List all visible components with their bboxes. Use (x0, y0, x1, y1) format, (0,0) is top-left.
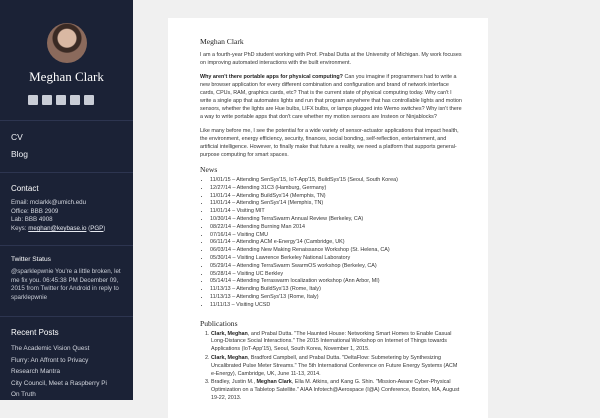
question-heading: Why aren't there portable apps for physical computing? (200, 74, 343, 80)
question-body: Can you imagine if programmers had to write a new browser application for every different combination and configuration and brand of network interface cards, CPUs, RAM, graphics cards, etc? That is the current state of physical computing today. Why can't I write a single app that automates lights and run that program anywhere that has controllable lights and motion sensors, whether the lights are Hue bulbs, LIFX bulbs, or lamps plugged into Wemo switches? Why isn't there a way to write portable apps that don't care whether my motion sensors are Insteon or Ninjablocks? (200, 74, 462, 120)
news-list (200, 177, 462, 310)
pub-citation: , Ella M. Atkins, and Kang G. Shin. "Mission-Aware Cyber-Physical Optimization on a Tabletop Satellite." AIAA Infotech@Aerospace (I@A) Conference, Boston, MA, August 19-22, 2013. (211, 379, 460, 401)
recent-post-link[interactable]: Research Mantra (11, 368, 61, 376)
pub-citation: , and Prabal Dutta. "The Haunted House: Networking Smart Homes to Enable Casual Long-Distance Social Interactions." The 2015 International Workshop on Internet of Things towards Applications (IoT-App'15), Seoul, South Korea, November 1, 2015. (211, 330, 452, 353)
pub-author: Clark, Meghan (211, 354, 248, 361)
twitter-icon[interactable] (28, 95, 38, 105)
recent-post-link[interactable]: The Academic Vision Quest (11, 345, 90, 352)
divider (0, 172, 133, 173)
recent-posts (11, 343, 131, 400)
avatar (47, 23, 87, 63)
news-item: • 06/11/14 – Attending ACM e-Energy'14 (Cambridge, UK) (210, 239, 462, 247)
intro-paragraph: I am a fourth-year PhD student working with Prof. Prabal Dutta at the University of Michigan. My work focuses on improving automated interactions with the built environment. (200, 52, 462, 66)
publication-item (211, 331, 462, 354)
github-icon[interactable] (70, 95, 80, 105)
pgp-link[interactable]: PGP (90, 225, 104, 233)
nav-blog-link[interactable]: Blog (11, 149, 29, 159)
content-body (200, 38, 462, 404)
tweet-text[interactable]: @sparklepwnie You're a little broken, let me fix you. 06:45:38 PM December 09, 2015 from Twitter for Android in reply to sparklepwnie (11, 268, 121, 302)
email-icon[interactable] (84, 95, 94, 105)
news-heading: News (200, 165, 218, 174)
contact-keys: Keys: meghan@keybase.io (PGP) (11, 225, 106, 233)
news-item: • 08/22/14 – Attending Burning Man 2014 (210, 224, 462, 232)
pub-coauthors: Bradley, Justin M., (211, 379, 257, 386)
news-item: • 11/01/14 – Visiting MIT (210, 208, 462, 216)
contact-lab: Lab: BBB 4908 (11, 216, 53, 224)
tumblr-icon[interactable] (42, 95, 52, 105)
publications-heading: Publications (200, 318, 238, 328)
nav-cv-link[interactable]: CV (11, 132, 23, 142)
publications-list (200, 331, 462, 403)
main-content (168, 18, 488, 418)
pub-author: Clark, Meghan (211, 330, 248, 337)
closing-paragraph: Like many before me, I see the potential for a wide variety of sensor-actuator applications that impact health, the environment, energy efficiency, security, finances, social bonding, self-reflection, entertainment, and artificial intelligence. However, to finally make that future a reality, we need a platform that supports general-purpose computing for smart spaces. (200, 128, 459, 158)
site-name[interactable]: Meghan Clark (29, 69, 104, 84)
keybase-link[interactable]: meghan@keybase.io (28, 225, 87, 233)
news-item: • 11/01/14 – Attending BuildSys'14 (Memphis, TN) (210, 193, 462, 201)
contact-office: Office: BBB 2909 (11, 207, 59, 215)
news-item: • 11/01/15 – Attending SenSys'15, IoT-App'15, BuildSys'15 (Seoul, South Korea) (210, 177, 462, 185)
news-item: • 11/13/13 – Attending SenSys'13 (Rome, Italy) (210, 294, 462, 302)
pub-citation: , Bradford Campbell, and Prabal Dutta. "DeltaFlow: Submetering by Synthesizing Uncalibrated Pulse Meter Streams." The 5th International Conference on Future Energy Systems (ACM e-Energy), Cambridge, UK, June 11-13, 2014. (211, 354, 458, 377)
news-item: • 05/28/14 – Visiting UC Berkley (210, 271, 462, 279)
news-item: • 11/11/13 – Visiting UCSD (210, 302, 462, 310)
contact-heading: Contact (11, 184, 39, 193)
sidebar (0, 0, 133, 400)
twitter-heading: Twitter Status (11, 256, 51, 263)
news-item: • 10/30/14 – Attending TerraSwarm Annual Review (Berkeley, CA) (210, 216, 462, 224)
news-item: • 05/30/14 – Visiting Lawrence Berkeley National Laboratory (210, 255, 462, 263)
keys-label: Keys: (11, 225, 29, 233)
news-item: • 12/27/14 – Attending 31C3 (Hamburg, Germany) (210, 185, 462, 193)
news-item: • 07/16/14 – Visiting CMU (210, 232, 462, 240)
contact-email: Email: mclarkk@umich.edu (11, 199, 87, 206)
question-paragraph (200, 73, 462, 121)
flickr-icon[interactable] (56, 95, 66, 105)
publication-item (211, 355, 462, 378)
news-item: • 05/29/14 – Attending TerraSwarm SwarmOS workshop (Berkeley, CA) (210, 263, 462, 271)
page-title: Meghan Clark (200, 37, 244, 46)
recent-post-link[interactable]: Flurry: An Affront to Privacy (11, 356, 89, 364)
publication-item (211, 379, 462, 402)
news-item: • 11/01/14 – Attending SenSys'14 (Memphis, TN) (210, 200, 462, 208)
divider (0, 245, 133, 246)
recent-post-link[interactable]: On Truth (11, 391, 36, 399)
contact-info (11, 199, 129, 234)
divider (0, 316, 133, 317)
recent-post-link[interactable]: City Council, Meet a Raspberry Pi (11, 379, 107, 387)
news-item: • 05/14/14 – Attending Terraswarm localization workshop (Ann Arbor, MI) (210, 278, 462, 286)
pub-author: Meghan Clark (256, 379, 292, 386)
sidebar-nav (11, 129, 28, 163)
news-item: • 11/13/13 – Attending BuildSys'13 (Rome, Italy) (210, 286, 462, 294)
social-links (28, 95, 94, 105)
divider (0, 120, 133, 121)
recent-posts-heading: Recent Posts (11, 328, 59, 337)
news-item: • 06/03/14 – Attending New Making Renaissance Workshop (St. Helena, CA) (210, 247, 462, 255)
